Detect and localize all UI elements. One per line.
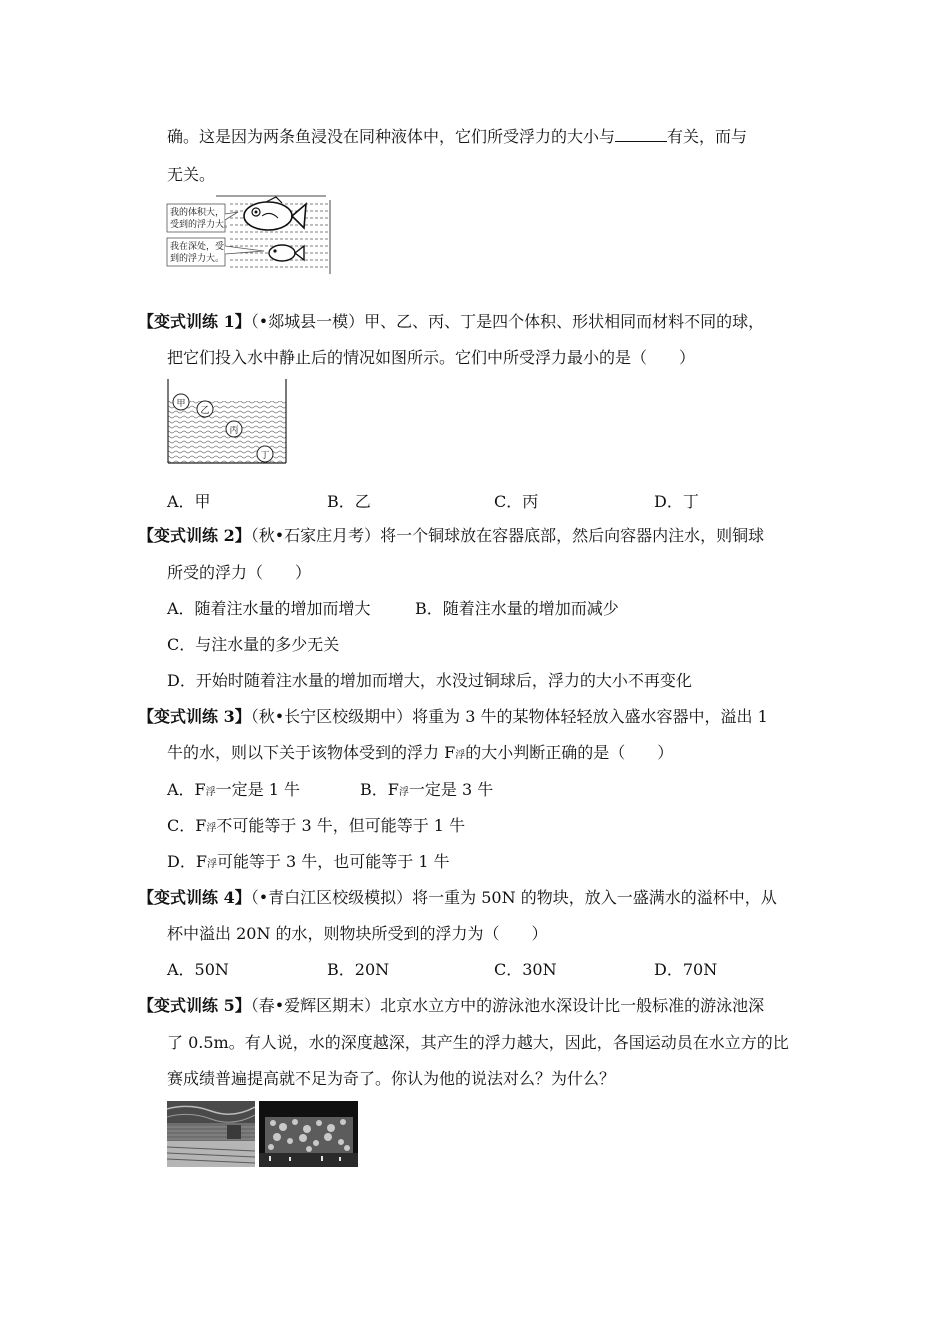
q1-tag: 【变式训练 1】: [138, 312, 251, 331]
intro-line-2: 无关。: [167, 165, 216, 184]
intro-text-after: 有关，而与: [667, 127, 748, 146]
q3-c-pre: C．F: [167, 816, 207, 835]
q3-option-c[interactable]: [167, 815, 465, 840]
ball-bing-label: 丙: [229, 426, 239, 436]
ball-yi: [197, 401, 213, 417]
q1-line-1: [138, 311, 764, 333]
q1-line-2: 把它们投入水中静止后的情况如图所示。它们中所受浮力最小的是（ ）: [167, 348, 696, 367]
q1-option-a[interactable]: A．甲: [167, 492, 211, 511]
q3-option-d[interactable]: [167, 851, 450, 876]
q1-option-d[interactable]: D．丁: [654, 492, 699, 511]
q5-text-1: （春•爱辉区期末）北京水立方中的游泳池水深设计比一般标准的游泳池深: [250, 996, 765, 1015]
ball-jia-label: 甲: [176, 399, 186, 409]
q3-line-1: [138, 706, 768, 728]
q1-text-1: （•郯城县一模）甲、乙、丙、丁是四个体积、形状相同而材料不同的球，: [250, 312, 765, 331]
q3-c-sub: 浮: [206, 823, 217, 834]
q3-option-a[interactable]: [167, 779, 300, 804]
q5-line-2: 了 0.5m。有人说，水的深度越深，其产生的浮力越大，因此，各国运动员在水立方的比: [167, 1033, 789, 1052]
fish-figure: [166, 194, 334, 276]
q2-option-c[interactable]: C．与注水量的多少无关: [167, 635, 340, 654]
q3-a-pre: A．F: [167, 780, 206, 799]
q4-option-a[interactable]: A．50N: [167, 960, 229, 979]
q4-option-b[interactable]: B．20N: [327, 960, 390, 979]
fish-small-text-1: 我在深处，受: [170, 242, 225, 252]
q4-option-d[interactable]: D．70N: [654, 960, 718, 979]
q2-option-b[interactable]: B．随着注水量的增加而减少: [415, 599, 619, 618]
ball-bing: [226, 421, 242, 437]
intro-line-1: [167, 126, 747, 148]
q4-tag: 【变式训练 4】: [138, 888, 251, 907]
q3-tag: 【变式训练 3】: [138, 707, 251, 726]
ball-jia: [173, 394, 189, 410]
q3-a-post: 一定是 1 牛: [215, 780, 301, 799]
fish-big-text-2: 受到的浮力大。: [170, 220, 234, 230]
q2-line-1: [138, 525, 764, 547]
q3-b-pre: B．F: [360, 780, 399, 799]
q3-d-sub: 浮: [206, 859, 217, 870]
q1-option-c[interactable]: C．丙: [494, 492, 539, 511]
ball-yi-label: 乙: [200, 406, 210, 416]
ball-ding: [257, 446, 273, 462]
q4-line-1: [138, 887, 777, 909]
q3-option-b[interactable]: [360, 779, 493, 804]
pool-interior-photo: [167, 1101, 255, 1167]
q2-option-a[interactable]: A．随着注水量的增加而增大: [167, 599, 371, 618]
q5-line-1: [138, 995, 764, 1017]
water-cube-night-photo: [259, 1101, 358, 1167]
q4-text-1: （•青白江区校级模拟）将一重为 50N 的物块，放入一盛满水的溢杯中，从: [250, 888, 777, 907]
q3-a-sub: 浮: [205, 787, 216, 798]
q2-line-2: 所受的浮力（ ）: [167, 563, 312, 582]
fish-small-text-2: 到的浮力大。: [170, 254, 225, 264]
q1-option-b[interactable]: B．乙: [327, 492, 371, 511]
q3-d-pre: D．F: [167, 852, 207, 871]
q3-line-2: [167, 742, 673, 767]
q2-tag: 【变式训练 2】: [138, 526, 251, 545]
small-fish-drawing: [269, 245, 304, 261]
q3-c-post: 不可能等于 3 牛，但可能等于 1 牛: [216, 816, 466, 835]
q2-option-d[interactable]: D．开始时随着注水量的增加而增大，水没过铜球后，浮力的大小不再变化: [167, 671, 692, 690]
q3-sub-fu: 浮: [455, 750, 466, 761]
q4-option-c[interactable]: C．30N: [494, 960, 557, 979]
fish-big-text-1: 我的体积大，: [170, 208, 225, 218]
ball-ding-label: 丁: [260, 451, 270, 461]
q3-b-post: 一定是 3 牛: [408, 780, 494, 799]
answer-blank: [615, 127, 667, 142]
q5-line-3: 赛成绩普遍提高就不足为奇了。你认为他的说法对么？为什么？: [167, 1069, 616, 1088]
intro-text-before: 确。这是因为两条鱼浸没在同种液体中，它们所受浮力的大小与: [167, 127, 616, 146]
q2-text-1: （秋•石家庄月考）将一个铜球放在容器底部，然后向容器内注水，则铜球: [250, 526, 765, 545]
q5-tag: 【变式训练 5】: [138, 996, 251, 1015]
q3-text-1: （秋•长宁区校级期中）将重为 3 牛的某物体轻轻放入盛水容器中，溢出 1: [250, 707, 768, 726]
q4-line-2: 杯中溢出 20N 的水，则物块所受到的浮力为（ ）: [167, 924, 548, 943]
container-figure: [166, 379, 290, 465]
q3-text-2b: 的大小判断正确的是（ ）: [465, 743, 674, 762]
q3-b-sub: 浮: [398, 787, 409, 798]
q3-d-post: 可能等于 3 牛，也可能等于 1 牛: [216, 852, 450, 871]
q3-text-2a: 牛的水，则以下关于该物体受到的浮力 F: [167, 743, 456, 762]
